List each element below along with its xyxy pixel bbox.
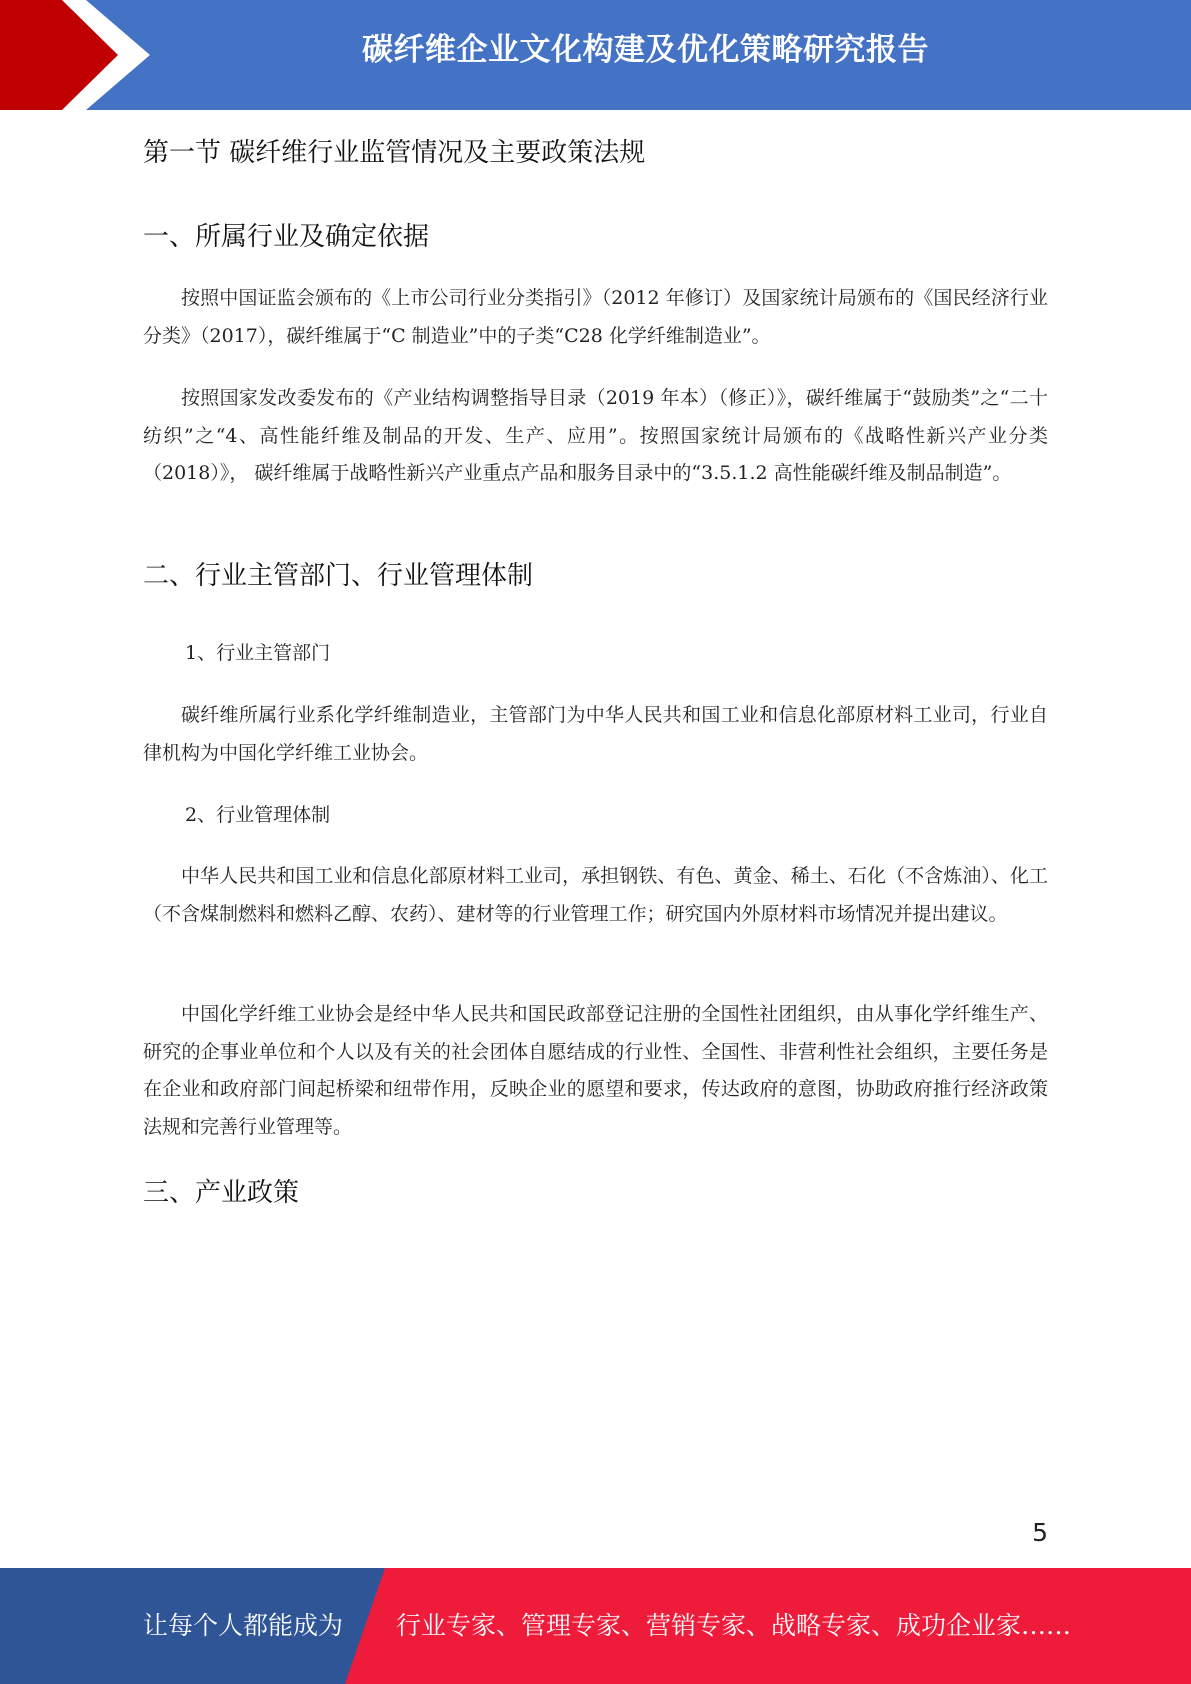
heading-part2: 二、行业主管部门、行业管理体制 bbox=[143, 561, 534, 591]
footer-slogan-right: 行业专家、管理专家、营销专家、战略专家、成功企业家…… bbox=[396, 1611, 1072, 1640]
paragraph: 按照国家发改委发布的《产业结构调整指导目录（2019 年本）（修正）》，碳纤维属于“鼓励类”之“二十纺织”之“4、高性能纤维及制品的开发、生产、应用”。按照国家统计局颁布的《战略性新兴产业分类（2018）》， 碳纤维属于战略性新兴产业重点产品和服务目录中的“3.5.1.2 高性能碳纤维及制品制造”。 bbox=[143, 387, 1048, 484]
paragraph: 中华人民共和国工业和信息化部原材料工业司，承担钢铁、有色、黄金、稀土、石化（不含炼油）、化工（不含煤制燃料和燃料乙醇、农药）、建材等的行业管理工作；研究国内外原材料市场情况并提出建议。 bbox=[143, 865, 1048, 925]
page-number: 5 bbox=[1032, 1518, 1048, 1547]
subheading: 1、行业主管部门 bbox=[185, 642, 331, 664]
footer-banner bbox=[0, 1568, 1191, 1684]
footer-slogan-left: 让每个人都能成为 bbox=[143, 1611, 344, 1640]
heading-part3: 三、产业政策 bbox=[143, 1178, 300, 1208]
subheading: 2、行业管理体制 bbox=[185, 804, 331, 826]
section-title: 第一节 碳纤维行业监管情况及主要政策法规 bbox=[143, 138, 646, 168]
paragraph: 碳纤维所属行业系化学纤维制造业，主管部门为中华人民共和国工业和信息化部原材料工业司，行业自律机构为中国化学纤维工业协会。 bbox=[143, 704, 1048, 764]
chevron-decoration-icon bbox=[0, 0, 160, 110]
paragraph: 中国化学纤维工业协会是经中华人民共和国民政部登记注册的全国性社团组织，由从事化学纤维生产、研究的企事业单位和个人以及有关的社会团体自愿结成的行业性、全国性、非营利性社会组织，主要任务是在企业和政府部门间起桥梁和纽带作用，反映企业的愿望和要求，传达政府的意图，协助政府推行经济政策法规和完善行业管理等。 bbox=[143, 1003, 1048, 1138]
heading-part1: 一、所属行业及确定依据 bbox=[143, 222, 430, 252]
paragraph: 按照中国证监会颁布的《上市公司行业分类指引》（2012 年修订）及国家统计局颁布的《国民经济行业分类》（2017），碳纤维属于“C 制造业”中的子类“C28 化学纤维制造业”。 bbox=[143, 287, 1048, 347]
header-banner bbox=[0, 0, 1191, 110]
report-title: 碳纤维企业文化构建及优化策略研究报告 bbox=[362, 32, 929, 68]
